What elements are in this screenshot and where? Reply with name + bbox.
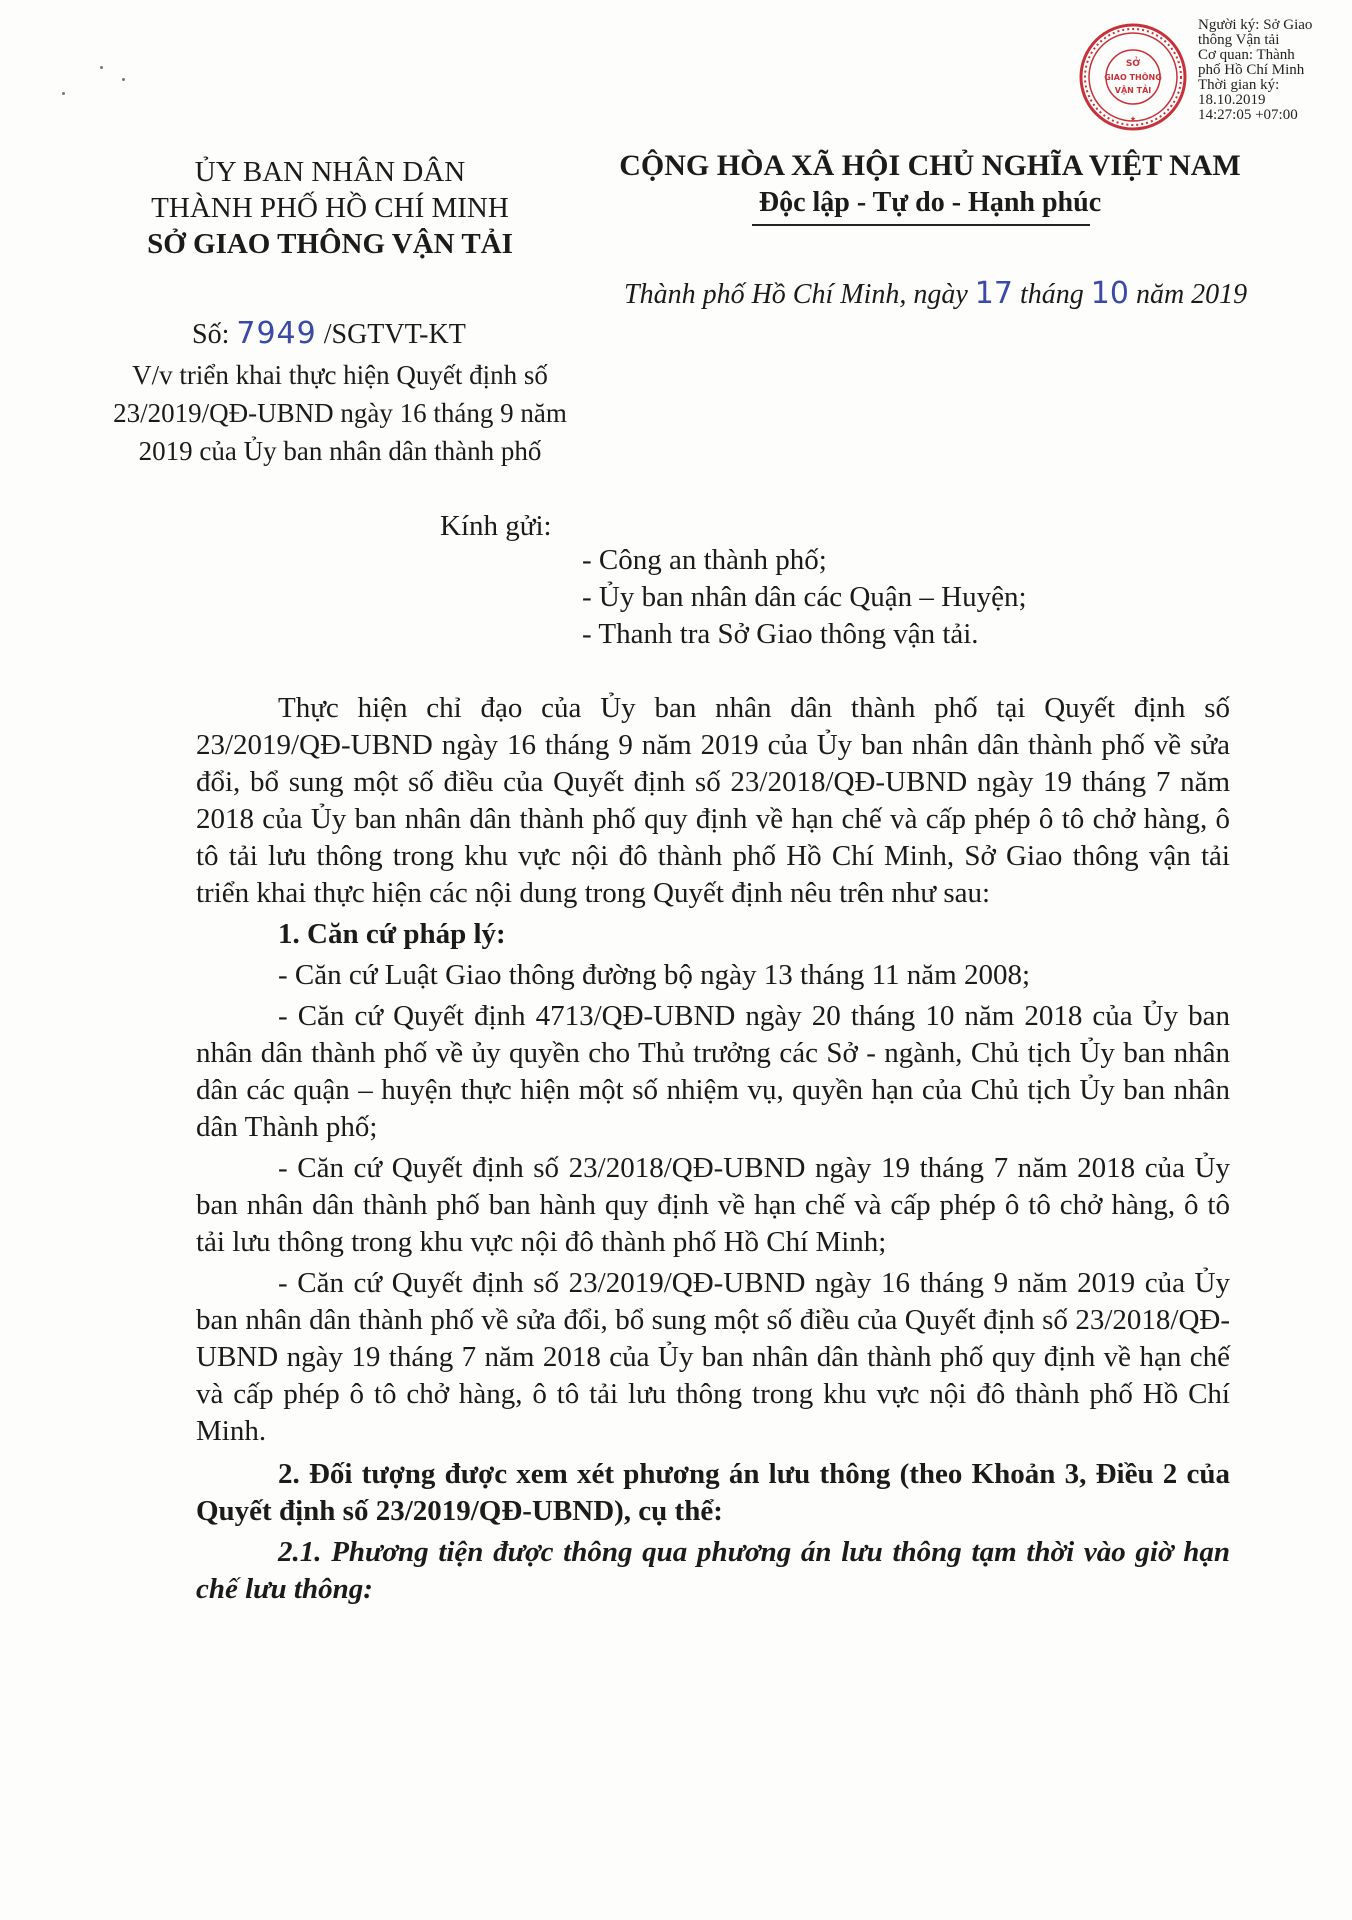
- signature-line: phố Hồ Chí Minh: [1198, 62, 1305, 78]
- digital-signature-info: [1198, 18, 1346, 123]
- section-1-heading: 1. Căn cứ pháp lý:: [278, 918, 506, 950]
- recipient-item: - Thanh tra Sở Giao thông vận tải.: [582, 618, 979, 650]
- recipient-list: [582, 542, 1027, 653]
- section-2-1-heading: 2.1. Phương tiện được thông qua phương án lưu thông tạm thời vào giờ hạn chế lưu thông:: [196, 1536, 1230, 1605]
- subject-line: V/v triển khai thực hiện Quyết định số: [132, 360, 548, 390]
- signature-line: 14:27:05 +07:00: [1198, 107, 1298, 123]
- authority-line-3: SỞ GIAO THÔNG VẬN TẢI: [147, 228, 513, 260]
- svg-text:SỞ: SỞ: [1125, 59, 1141, 69]
- svg-text:GIAO THÔNG: GIAO THÔNG: [1104, 73, 1162, 82]
- date-day-handwritten: 17: [974, 276, 1013, 311]
- doc-number-prefix: Số:: [192, 319, 237, 350]
- doc-number-suffix: /SGTVT-KT: [316, 319, 466, 350]
- issuing-authority: [100, 154, 560, 262]
- signature-line: Cơ quan: Thành: [1198, 47, 1295, 63]
- legal-basis-item: - Căn cứ Quyết định số 23/2019/QĐ-UBND ngày 16 tháng 9 năm 2019 của Ủy ban nhân dân thành phố về sửa đổi, bổ sung một số điều của Quyết định số 23/2018/QĐ-UBND ngày 19 tháng 7 năm 2018 của Ủy ban nhân dân thành phố quy định về hạn chế và cấp phép ô tô chở hàng, ô tô tải lưu thông trong khu vực nội đô thành phố Hồ Chí Minh.: [196, 1267, 1230, 1447]
- kinh-gui-label: Kính gửi:: [440, 510, 552, 542]
- authority-line-2: THÀNH PHỐ HỒ CHÍ MINH: [151, 192, 509, 224]
- legal-basis-item: - Căn cứ Quyết định 4713/QĐ-UBND ngày 20 tháng 10 năm 2018 của Ủy ban nhân dân thành phố về ủy quyền cho Thủ trưởng các Sở - ngành, Chủ tịch Ủy ban nhân dân các quận – huyện thực hiện một số nhiệm vụ, quyền hạn của Chủ tịch Ủy ban nhân dân Thành phố;: [196, 1000, 1230, 1143]
- document-date: [624, 276, 1247, 311]
- authority-line-1: ỦY BAN NHÂN DÂN: [194, 156, 466, 188]
- scan-speck: [62, 92, 65, 95]
- date-prefix: Thành phố Hồ Chí Minh, ngày: [624, 279, 975, 310]
- document-subject: [80, 356, 600, 470]
- recipient-item: - Công an thành phố;: [582, 544, 827, 576]
- scan-speck: [100, 66, 103, 69]
- svg-text:VẬN TẢI: VẬN TẢI: [1114, 86, 1152, 95]
- national-header: [600, 147, 1260, 221]
- motto-underline: [752, 224, 1090, 226]
- subject-line: 23/2019/QĐ-UBND ngày 16 tháng 9 năm: [113, 398, 567, 428]
- signature-line: 18.10.2019: [1198, 92, 1266, 108]
- intro-paragraph: Thực hiện chỉ đạo của Ủy ban nhân dân thành phố tại Quyết định số 23/2019/QĐ-UBND ngày 16 tháng 9 năm 2019 của Ủy ban nhân dân thành phố về sửa đổi, bổ sung một số điều của Quyết định số 23/2018/QĐ-UBND ngày 19 tháng 7 năm 2018 của Ủy ban nhân dân thành phố quy định về hạn chế và cấp phép ô tô chở hàng, ô tô tải lưu thông trong khu vực nội đô thành phố Hồ Chí Minh, Sở Giao thông vận tải triển khai thực hiện các nội dung trong Quyết định nêu trên như sau:: [196, 692, 1230, 909]
- section-2-heading: 2. Đối tượng được xem xét phương án lưu thông (theo Khoản 3, Điều 2 của Quyết định số 23/2019/QĐ-UBND), cụ thể:: [196, 1458, 1230, 1527]
- national-motto: Độc lập - Tự do - Hạnh phúc: [758, 187, 1102, 218]
- date-month-label: tháng: [1012, 279, 1091, 310]
- legal-basis-item: - Căn cứ Quyết định số 23/2018/QĐ-UBND ngày 19 tháng 7 năm 2018 của Ủy ban nhân dân thành phố ban hành quy định về hạn chế và cấp phép ô tô chở hàng, ô tô tải lưu thông trong khu vực nội đô thành phố Hồ Chí Minh;: [196, 1152, 1230, 1258]
- doc-number-handwritten: 7949: [236, 316, 317, 351]
- signature-line: Người ký: Sở Giao: [1198, 17, 1313, 33]
- official-seal-icon: [1078, 22, 1188, 132]
- legal-basis-item: - Căn cứ Luật Giao thông đường bộ ngày 13 tháng 11 năm 2008;: [278, 959, 1031, 991]
- national-title: CỘNG HÒA XÃ HỘI CHỦ NGHĨA VIỆT NAM: [619, 149, 1241, 182]
- date-month-handwritten: 10: [1090, 276, 1129, 311]
- signature-line: Thời gian ký:: [1198, 77, 1280, 93]
- subject-line: 2019 của Ủy ban nhân dân thành phố: [138, 436, 542, 466]
- signature-line: thông Vận tải: [1198, 32, 1280, 48]
- recipient-item: - Ủy ban nhân dân các Quận – Huyện;: [582, 581, 1027, 613]
- date-year: năm 2019: [1128, 279, 1248, 310]
- document-body: [196, 690, 1230, 1608]
- document-number: [192, 316, 466, 351]
- svg-text:★: ★: [1129, 115, 1137, 123]
- scan-speck: [122, 78, 125, 81]
